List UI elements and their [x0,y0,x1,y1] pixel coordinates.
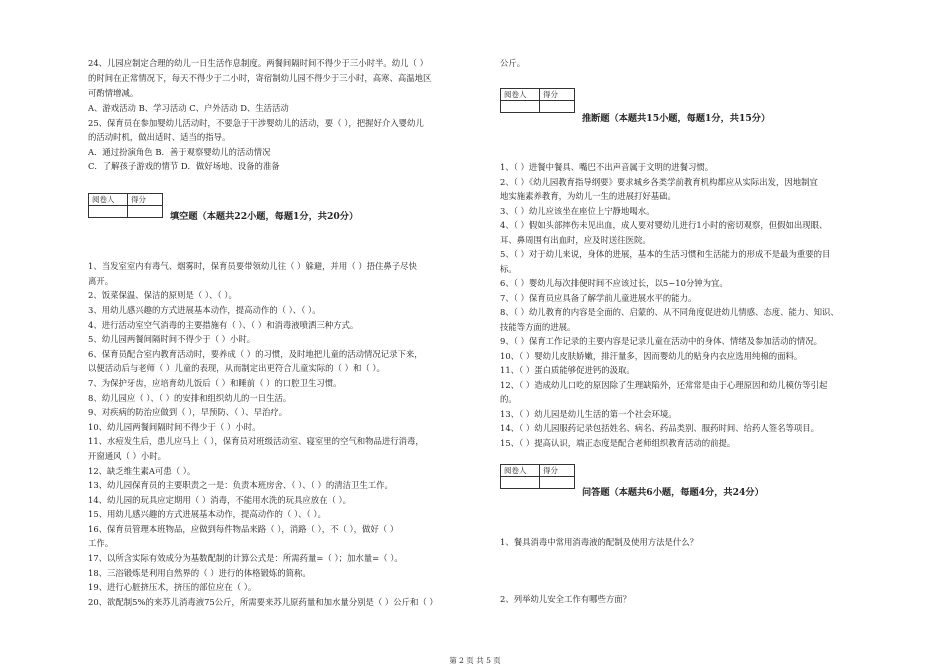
grader-label: 阅卷人 [501,89,540,101]
fill-score-table [88,193,163,218]
page-footer: 第 2 页 共 5 页 [449,656,501,665]
fill-line: 20、欲配制5%的来苏儿消毒液75公斤，所需要来苏儿原药量和加水量分别是（ ）公斤和（ ） [88,597,438,607]
fill-line: 19、进行心脏挤压术，挤压的部位应在（ ）。 [88,582,257,592]
score-label: 得分 [128,194,163,206]
grader-cell [501,477,540,489]
judge-line: 技能等方面的进展。 [500,322,576,332]
qa-score-table [500,464,575,489]
judge-line: 3、（ ）幼儿应该坐在座位上宁静地喝水。 [500,206,655,216]
judge-line: 13、（ ）幼儿园是幼儿生活的第一个社会环境。 [500,409,677,419]
fill-line: 工作。 [88,538,114,548]
fill-line: 16、保育员管理本班物品，应做到每件物品来路（ ），消路（ ），不（ ），做好（ ） [88,524,399,534]
grader-cell [89,206,128,218]
fill-line: 5、幼儿园两餐间隔时间不得少于（ ）小时。 [88,334,256,344]
score-label: 得分 [540,465,575,477]
score-label: 得分 [540,89,575,101]
qa-question-1: 1、餐具消毒中常用消毒液的配制及使用方法是什么？ [500,537,698,547]
grader-label: 阅卷人 [501,465,540,477]
fill-line: 11、水痘发生后，患儿应马上（ ），保育员对班级活动室、寝室里的空气和物品进行消毒， [88,436,424,446]
q25-line-1: 25、保育员在参加婴幼儿活动时，不要急于干涉婴幼儿的活动，要（ ），把握好介入婴幼儿 [88,118,424,128]
q25-line-2: 的活动时机，做出适时、适当的指导。 [88,132,231,142]
fill-line: 2、饭菜保温、保洁的原则是（ ）、（ ）。 [88,290,237,300]
judge-line: 1、（ ）进餐中餐具、嘴巴不出声音属于文明的进餐习惯。 [500,162,714,172]
judge-line: 8、（ ）幼儿教育的内容是全面的、启蒙的、从不同角度促进幼儿情感、态度、能力、知识、 [500,307,839,317]
fill-line: 4、进行活动室空气消毒的主要措施有（ ）、（ ）和消毒液喷洒三种方式。 [88,320,359,330]
grader-cell [501,101,540,113]
fill-line: 8、幼儿园应（ ）、（ ）的安排和组织幼儿的一日生活。 [88,393,292,403]
fill-line: 18、三浴锻炼是利用自然界的（ ）进行的体格锻炼的简称。 [88,568,311,578]
score-cell [128,206,163,218]
score-cell [540,101,575,113]
judge-line: 15、（ ）提高认识，端正态度是配合老师组织教育活动的前提。 [500,438,736,448]
fill-line: 15、用幼儿感兴趣的方式进展基本动作，提高动作的（ ）、（ ）。 [88,509,326,519]
q24-line-3: 可酌情增减。 [88,88,139,98]
judge-line: 11、（ ）蛋白质能够促进钙的汲取。 [500,365,635,375]
fill-line: 17、以所含实际有效成分为基数配制的计算公式是：所需药量=（ ）；加水量=（ ）。 [88,553,403,563]
q24-line-2: 的时间在正常情况下，每天不得少于二小时，寄宿制幼儿园不得少于三小时，高寒、高温地区 [88,73,432,83]
fill-line: 12、缺乏维生素A可患（ ）。 [88,466,196,476]
judge-score-table [500,88,575,113]
judge-line: 的。 [500,394,517,404]
judge-line: 7、（ ）保育员应具备了解学前儿童进展水平的能力。 [500,293,697,303]
judge-line: 14、（ ）幼儿园服药记录包括姓名、病名、药品类别、服药时间、给药人签名等项目。 [500,423,819,433]
qa-section-title: 问答题（本题共6小题，每题4分，共24分） [582,487,764,498]
q25-options-cd: C．了解孩子游戏的情节 D．做好场地、设备的准备 [88,161,280,171]
fill-line: 3、用幼儿感兴趣的方式进展基本动作，提高动作的（ ）、（ ）。 [88,305,321,315]
judge-line: 6、（ ）婴幼儿每次排便时间不应该过长，以5~10分钟为宜。 [500,278,728,288]
grader-label: 阅卷人 [89,194,128,206]
fill-line: 9、对疾病的防治应做到（ ），早预防、（ ）、早治疗。 [88,407,288,417]
judge-line: 4、（ ）假如头部摔伤未见出血，成人要对婴幼儿进行1小时的密切观察，但假如出现眼、 [500,220,828,230]
fill-line: 以便活动后与老师（ ）儿童的表现，从而制定出更符合儿童实际的（ ）和（ ）。 [88,363,385,373]
judge-line: 标。 [500,264,517,274]
judge-line: 5、（ ）对于幼儿来说，身体的进展，基本的生活习惯和生活能力的形成不是最为重要的目 [500,249,831,259]
fill-line: 7、为保护牙齿，应培育幼儿饭后（ ）和睡前（ ）的口腔卫生习惯。 [88,378,342,388]
fill-line: 离开。 [88,276,114,286]
judge-line: 9、（ ）保育工作记录的主要内容是记录儿童在活动中的身体、情绪及参加活动的情况。 [500,336,823,346]
judge-line: 耳、鼻周围有出血时，应及时送往医院。 [500,235,651,245]
judge-section-title: 推断题（本题共15小题，每题1分，共15分） [582,113,771,124]
score-cell [540,477,575,489]
judge-line: 10、（ ）婴幼儿皮肤娇嫩，排汗量多，因而婴幼儿的贴身内衣应选用纯棉的面料。 [500,351,803,361]
fill-line: 10、幼儿园两餐间隔时间不得少于（ ）小时。 [88,422,261,432]
fill-line: 6、保育员配合室内教育活动时，要养成（ ）的习惯，及时地把儿童的活动情况记录下来， [88,349,423,359]
fill-line: 14、幼儿园的玩具应定期用（ ）消毒，不能用水洗的玩具应放在（ ）。 [88,495,352,505]
fill-line: 1、当发室室内有毒气、烟雾时，保育员要带领幼儿往（ ）躲避，并用（ ）捂住鼻子尽快 [88,261,417,271]
judge-line: 12、（ ）造成幼儿口吃的原因除了生理缺陷外，还常常是由于心理原因和幼儿模仿等引起 [500,380,828,390]
judge-line: 地实施素养教育，为幼儿一生的进展打好基础。 [500,191,676,201]
fill-line: 开窗通风（ ）小时。 [88,451,167,461]
carry-over-text: 公斤。 [500,58,526,68]
q25-options-ab: A．通过扮演角色 B．善于观察婴幼儿的活动情况 [88,147,271,157]
q24-line-1: 24、儿园应制定合理的幼儿一日生活作息制度。两餐间隔时间不得少于三小时半。幼儿（ ） [88,58,428,68]
fill-line: 13、幼儿园保育员的主要职责之一是：负责本班房舍、（ ）、（ ）的清洁卫生工作。 [88,480,393,490]
judge-line: 2、（ ）《幼儿园教育指导纲要》要求城乡各类学前教育机构都应从实际出发，因地制宜 [500,177,818,187]
qa-question-2: 2、列举幼儿安全工作有哪些方面？ [500,594,631,604]
q24-options: A、游戏活动 B、学习活动 C、户外活动 D、生活活动 [88,103,289,113]
fill-section-title: 填空题（本题共22小题，每题1分，共20分） [170,211,359,222]
